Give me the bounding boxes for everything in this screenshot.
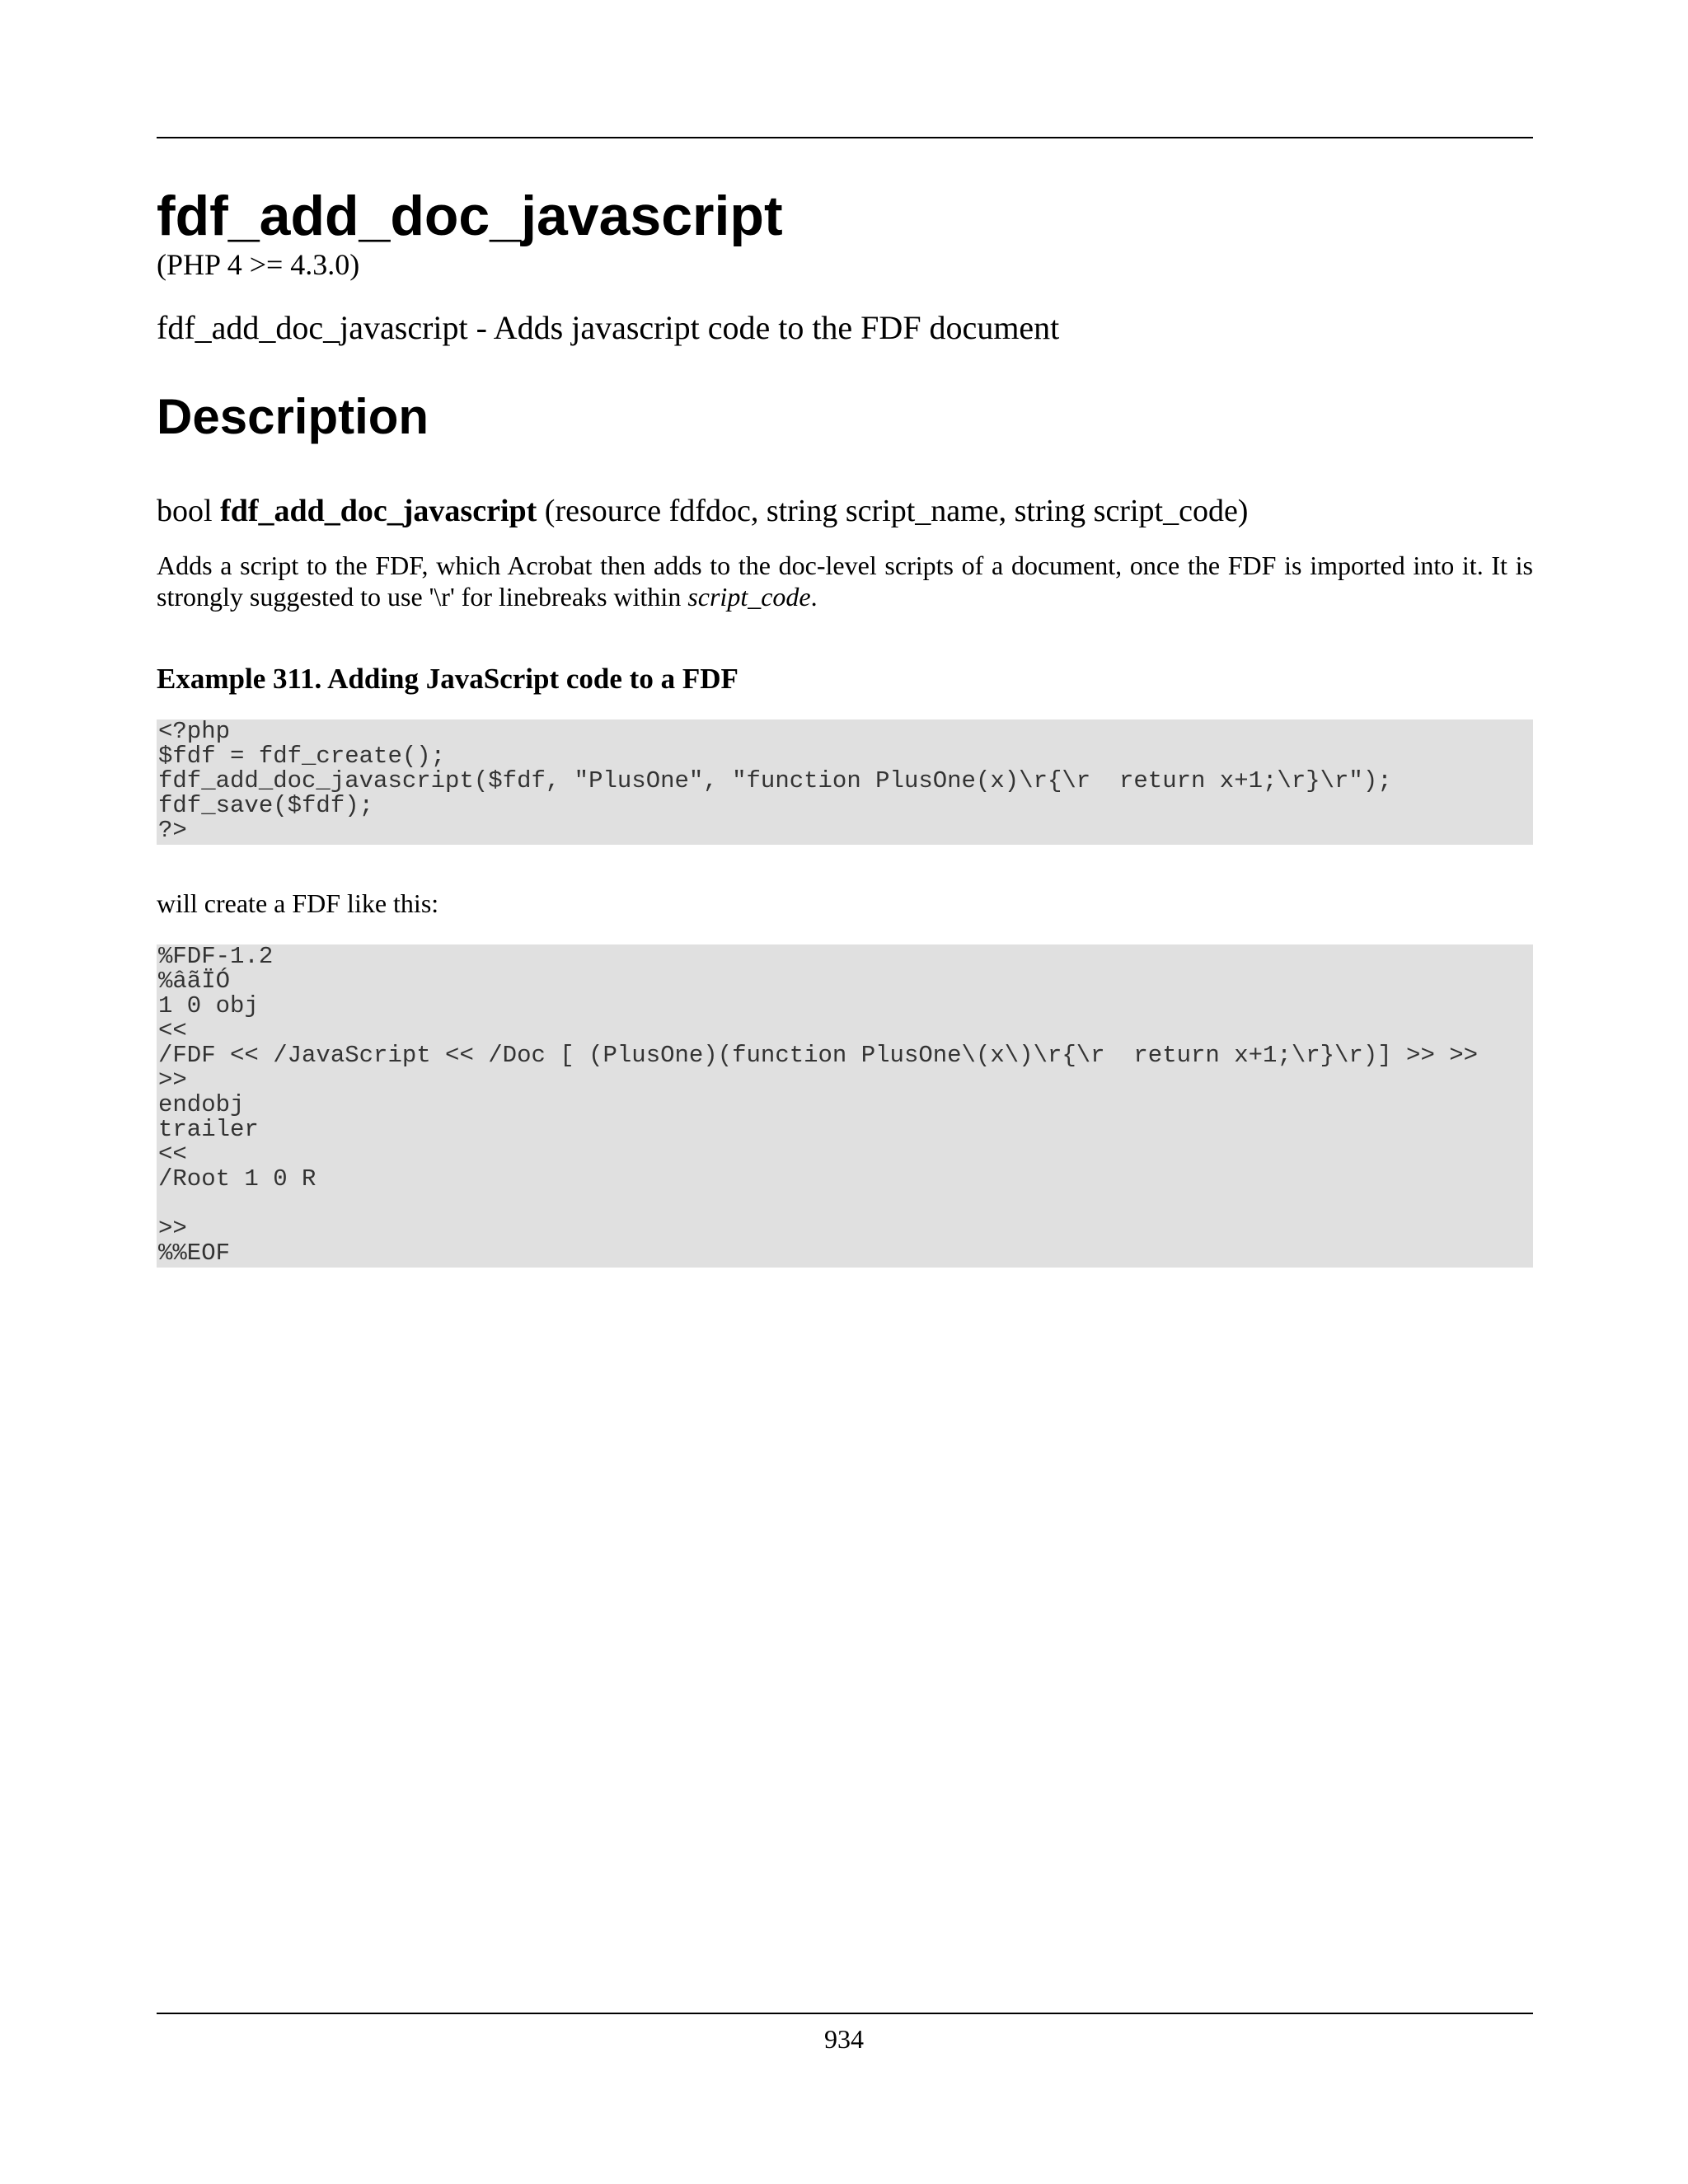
code-line: >> — [158, 1066, 187, 1094]
page-content — [157, 185, 1533, 1310]
code-line: trailer — [158, 1115, 259, 1143]
code-line: <?php — [158, 719, 231, 746]
function-title: fdf_add_doc_javascript — [157, 185, 783, 247]
description-text-end: . — [810, 581, 818, 612]
code-line: 1 0 obj — [158, 991, 259, 1019]
code-line: << — [158, 1016, 187, 1044]
code-line: %âãÏÓ — [158, 967, 231, 995]
code-line: endobj — [158, 1090, 245, 1118]
description-heading: Description — [157, 388, 429, 444]
page-number: 934 — [824, 2024, 864, 2054]
function-synopsis — [157, 492, 1533, 532]
description-text: Adds a script to the FDF, which Acrobat then adds to the doc-level scripts of a document, once the FDF is imported into it. It is strongly suggested to use '\r' for linebreaks within — [157, 551, 1533, 612]
header-rule — [157, 137, 1533, 138]
code-line — [158, 1192, 1531, 1216]
example-code-block — [157, 719, 1533, 845]
code-line: %FDF-1.2 — [158, 944, 274, 970]
code-line: fdf_save($fdf); — [158, 792, 374, 820]
code-line: /Root 1 0 R — [158, 1165, 316, 1193]
footer-rule — [157, 2013, 1533, 2014]
fdf-output-block — [157, 944, 1533, 1268]
code-line: fdf_add_doc_javascript($fdf, "PlusOne", "function PlusOne(x)\r{\r return x+1;\r}\r"); — [158, 767, 1392, 795]
code-line: $fdf = fdf_create(); — [158, 743, 446, 771]
example-title: Example 311. Adding JavaScript code to a FDF — [157, 663, 738, 696]
code-line: /FDF << /JavaScript << /Doc [ (PlusOne)(function PlusOne\(x\)\r{\r return x+1;\r}\r)] >> >> — [158, 1041, 1479, 1069]
code-line: << — [158, 1140, 187, 1168]
description-param: script_code — [687, 581, 811, 612]
synopsis-function-name: fdf_add_doc_javascript — [220, 493, 537, 528]
description-paragraph — [157, 551, 1533, 612]
code-line: ?> — [158, 817, 187, 845]
synopsis-params: (resource fdfdoc, string script_name, string script_code) — [537, 493, 1249, 528]
version-info: (PHP 4 >= 4.3.0) — [157, 247, 360, 281]
synopsis-return-type: bool — [157, 493, 221, 528]
code-line: >> — [158, 1214, 187, 1242]
code-line: %%EOF — [158, 1239, 231, 1267]
ref-purpose: fdf_add_doc_javascript - Adds javascript code to the FDF document — [157, 308, 1060, 346]
after-example-text: will create a FDF like this: — [157, 888, 439, 919]
